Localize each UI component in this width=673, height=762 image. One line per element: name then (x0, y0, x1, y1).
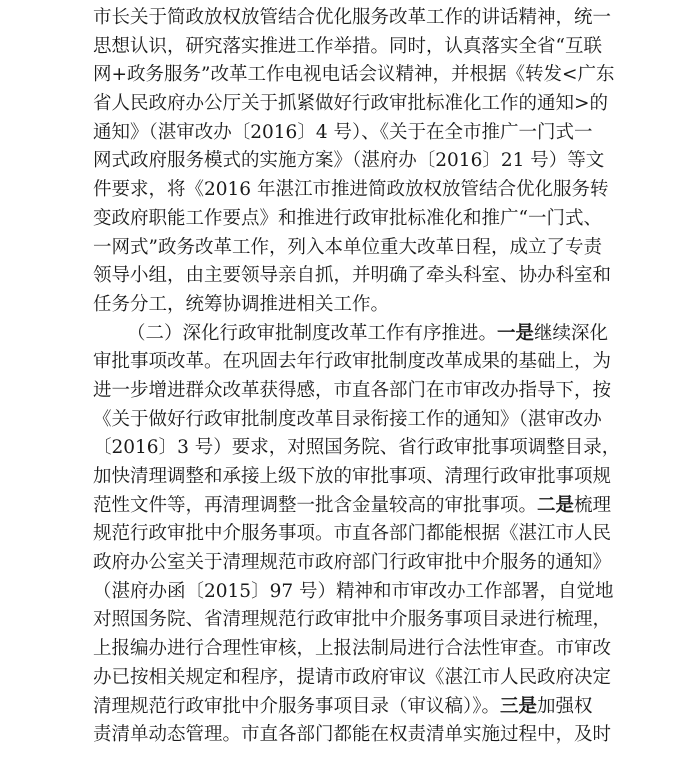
text-line (93, 635, 612, 664)
text-line (93, 578, 614, 607)
text-line (93, 520, 612, 549)
text-line (93, 234, 602, 263)
text-line (93, 606, 612, 635)
text-segment: 件要求，将《2016 年湛江市推进简政放权放管结合优化服务转 (93, 179, 609, 201)
text-line (93, 90, 609, 119)
text-line (93, 693, 591, 722)
text-line (93, 406, 602, 435)
text-line (93, 348, 612, 377)
text-segment: 加快清理调整和承接上级下放的审批事项、清理行政审批事项规 (93, 466, 612, 487)
text-line (93, 721, 612, 750)
text-line (93, 119, 591, 148)
text-segment: 〔2016〕3 号）要求，对照国务院、省行政审批事项调整目录， (93, 437, 621, 459)
text-segment: 政府办公室关于清理规范市政府部门行政审批中介服务的通知》 (93, 552, 612, 574)
text-segment: 梳理 (574, 494, 612, 516)
text-line (93, 262, 612, 291)
text-segment: 网式政府服务模式的实施方案》（湛府办〔2016〕21 号）等文 (93, 150, 605, 172)
bold-lead-phrase: 一是 (497, 322, 535, 344)
text-segment: （二）深化行政审批制度改革工作有序推进。 (127, 322, 498, 344)
text-line (93, 205, 602, 234)
text-line (93, 61, 615, 90)
text-segment: 一网式”政务改革工作，列入本单位重大改革日程，成立了专责 (93, 236, 602, 258)
text-segment: 规范行政审批中介服务事项。市直各部门都能根据《湛江市人民 (93, 523, 612, 545)
text-segment: 对照国务院、省清理规范行政审批中介服务事项目录进行梳理， (93, 609, 612, 631)
text-line (93, 377, 612, 406)
text-segment: 通知》（湛审改办〔2016〕4 号）、《关于在全市推广一门式一 (93, 121, 593, 143)
text-segment: 范性文件等，再清理调整一批含金量较高的审批事项。 (93, 494, 538, 516)
text-segment: 省人民政府办公厅关于抓紧做好行政审批标准化工作的通知>的 (93, 93, 609, 115)
text-segment: 领导小组，由主要领导亲自抓，并明确了牵头科室、协办科室和 (93, 265, 612, 287)
text-line (93, 176, 609, 205)
text-segment: 清理规范行政审批中介服务事项目录（审议稿）》。 (93, 695, 501, 717)
bold-lead-phrase: 三是 (500, 695, 538, 717)
text-line (93, 549, 612, 578)
text-segment: 《关于做好行政审批制度改革目录衔接工作的通知》（湛审改办 (93, 408, 602, 430)
text-line (93, 463, 612, 492)
text-line (93, 291, 591, 320)
text-line (93, 147, 605, 176)
document-body (93, 4, 621, 750)
text-segment: （湛府办函〔2015〕97 号）精神和市审改办工作部署，自觉地 (93, 580, 614, 602)
text-segment: 变政府职能工作要点》和推进行政审批标准化和推广“一门式、 (93, 207, 602, 229)
text-segment: 任务分工，统筹协调推进相关工作。 (93, 293, 390, 315)
text-segment: 市长关于简政放权放管结合优化服务改革工作的讲话精神，统一 (93, 7, 612, 28)
text-line (93, 320, 609, 349)
text-segment: 继续深化 (534, 322, 609, 344)
text-segment: 网+政务服务”改革工作电视电话会议精神，并根据《转发<广东 (93, 64, 615, 86)
text-segment: 审批事项改革。在巩固去年行政审批制度改革成果的基础上，为 (93, 351, 612, 373)
text-line (93, 4, 612, 33)
text-line (93, 33, 602, 62)
text-line (93, 492, 612, 521)
text-segment: 加强权 (537, 695, 593, 717)
text-segment: 进一步增进群众改革获得感，市直各部门在市审改办指导下，按 (93, 379, 612, 401)
text-segment: 责清单动态管理。市直各部门都能在权责清单实施过程中，及时 (93, 724, 612, 746)
text-segment: 上报编办进行合理性审核，上报法制局进行合法性审查。市审改 (93, 638, 612, 660)
text-line (93, 664, 612, 693)
text-segment: 办已按相关规定和程序，提请市政府审议《湛江市人民政府决定 (93, 666, 612, 688)
text-line (93, 434, 621, 463)
bold-lead-phrase: 二是 (537, 494, 575, 516)
text-segment: 思想认识，研究落实推进工作举措。同时，认真落实全省“互联 (93, 35, 602, 57)
